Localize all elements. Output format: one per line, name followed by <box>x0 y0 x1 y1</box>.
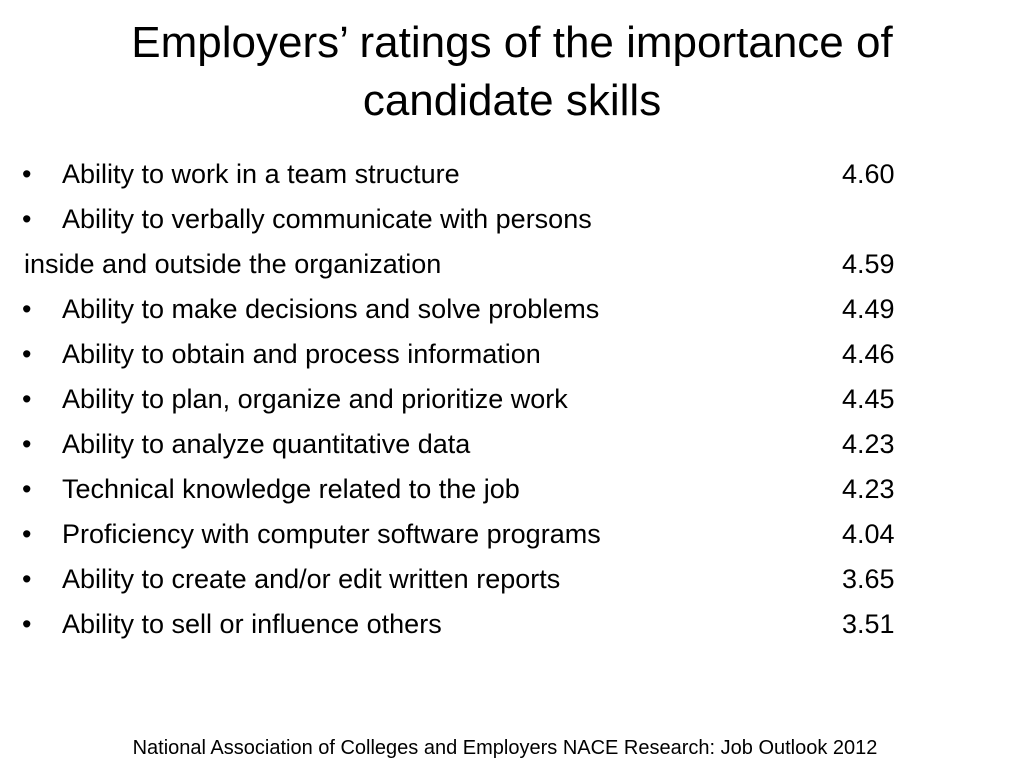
skill-list <box>0 152 1024 647</box>
skill-label: Ability to sell or influence others <box>62 609 442 639</box>
skill-label: Ability to analyze quantitative data <box>62 429 471 459</box>
skill-score: 4.23 <box>842 429 895 459</box>
bullet-marker: • <box>22 564 32 594</box>
skill-label: Ability to work in a team structure <box>62 159 460 189</box>
skill-score: 3.65 <box>842 564 895 594</box>
skill-row-quantitative <box>0 422 1024 467</box>
skill-label-continued: inside and outside the organization <box>24 249 442 279</box>
skill-score: 4.45 <box>842 384 895 414</box>
skill-row-plan <box>0 377 1024 422</box>
skill-label: Ability to make decisions and solve problems <box>62 294 600 324</box>
bullet-marker: • <box>22 204 32 234</box>
skill-score: 4.04 <box>842 519 895 549</box>
skill-row-information <box>0 332 1024 377</box>
skill-row-communicate <box>0 197 1024 242</box>
skill-label: Ability to plan, organize and prioritize work <box>62 384 568 414</box>
slide-title <box>0 14 1024 130</box>
bullet-marker: • <box>22 429 32 459</box>
slide-title-line-1: Employers’ ratings of the importance of <box>131 18 893 67</box>
skill-label: Proficiency with computer software programs <box>62 519 601 549</box>
source-citation: National Association of Colleges and Employers NACE Research: Job Outlook 2012 <box>132 737 878 759</box>
bullet-marker: • <box>22 384 32 414</box>
skill-score: 3.51 <box>842 609 895 639</box>
skill-row-sell <box>0 602 1024 647</box>
skill-score: 4.23 <box>842 474 895 504</box>
bullet-marker: • <box>22 294 32 324</box>
bullet-marker: • <box>22 519 32 549</box>
skill-row-team <box>0 152 1024 197</box>
skill-label: Technical knowledge related to the job <box>62 474 520 504</box>
skill-label: Ability to create and/or edit written reports <box>62 564 561 594</box>
skill-row-software <box>0 512 1024 557</box>
skill-score: 4.59 <box>842 249 895 279</box>
skill-score: 4.46 <box>842 339 895 369</box>
bullet-marker: • <box>22 609 32 639</box>
skill-label: Ability to verbally communicate with persons <box>62 204 592 234</box>
skill-score: 4.60 <box>842 159 895 189</box>
skill-row-communicate-continued <box>0 242 1024 287</box>
skill-row-decisions <box>0 287 1024 332</box>
skill-score: 4.49 <box>842 294 895 324</box>
bullet-marker: • <box>22 159 32 189</box>
skill-row-technical <box>0 467 1024 512</box>
bullet-marker: • <box>22 474 32 504</box>
skill-label: Ability to obtain and process information <box>62 339 541 369</box>
slide-title-line-2: candidate skills <box>362 76 662 125</box>
skill-row-reports <box>0 557 1024 602</box>
bullet-marker: • <box>22 339 32 369</box>
